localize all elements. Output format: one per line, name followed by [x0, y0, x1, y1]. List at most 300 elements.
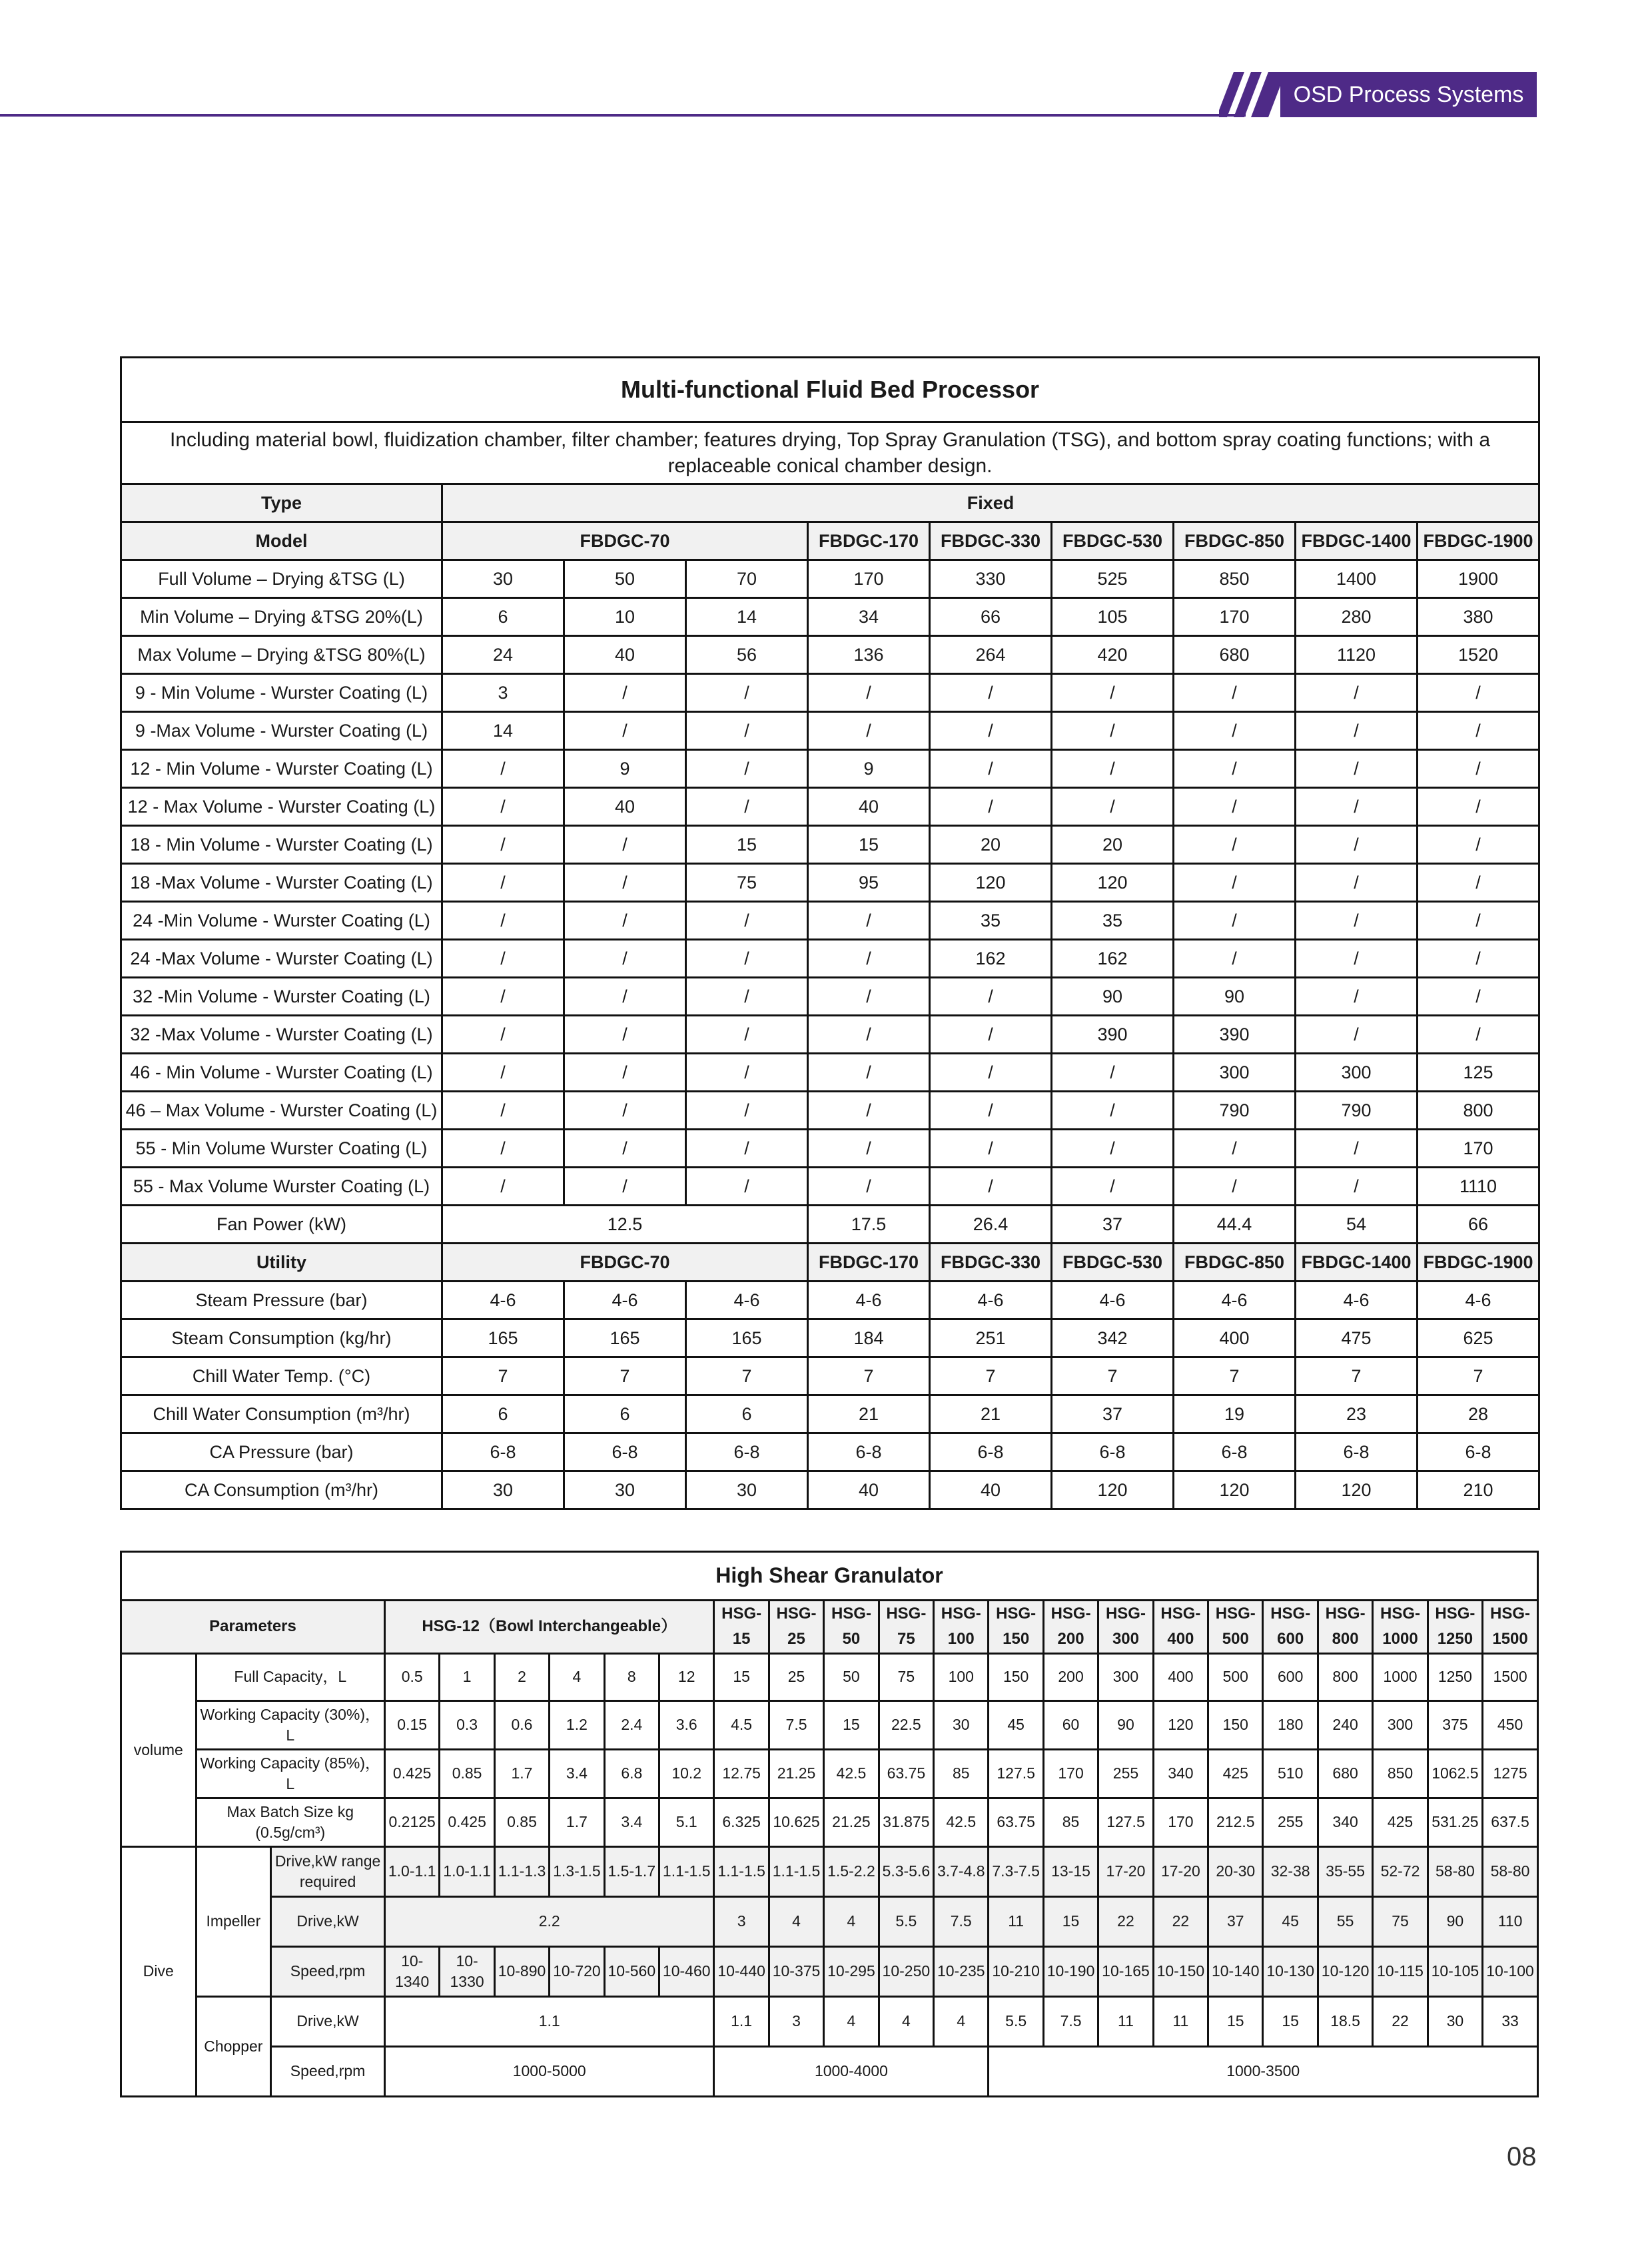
cell: 1000-4000	[714, 2046, 989, 2096]
row-label: Drive,kW	[271, 1996, 385, 2046]
cell: 10.2	[659, 1749, 714, 1798]
cell: 7	[686, 1357, 808, 1395]
cell: 10-190	[1043, 1946, 1098, 1996]
table-row	[121, 1996, 1538, 2046]
cell: 3.4	[604, 1798, 659, 1846]
cell: 1500	[1483, 1653, 1538, 1700]
cell: /	[1296, 674, 1418, 712]
row-label: 24 -Min Volume - Wurster Coating (L)	[121, 902, 442, 940]
cell: 400	[1153, 1653, 1208, 1700]
row-label: Full Volume – Drying &TSG (L)	[121, 560, 442, 598]
cell: 63.75	[879, 1749, 933, 1798]
cell: 6.8	[604, 1749, 659, 1798]
cell: 125	[1418, 1054, 1539, 1092]
cell: /	[686, 1130, 808, 1168]
cell: /	[442, 1168, 564, 1206]
row-label: Working Capacity (30%)，L	[196, 1700, 384, 1749]
row-label: Fan Power (kW)	[121, 1206, 442, 1244]
cell: /	[1418, 940, 1539, 978]
cell: /	[564, 826, 686, 864]
model-header: FBDGC-1900	[1418, 522, 1539, 560]
row-label: Min Volume – Drying &TSG 20%(L)	[121, 598, 442, 636]
cell: 4.5	[714, 1700, 769, 1749]
cell: 5.1	[659, 1798, 714, 1846]
cell: /	[808, 712, 930, 750]
cell: 40	[808, 788, 930, 826]
cell: 800	[1318, 1653, 1372, 1700]
cell: 6-8	[1418, 1433, 1539, 1471]
cell: 6-8	[930, 1433, 1052, 1471]
cell: 90	[1428, 1896, 1482, 1946]
cell: 9	[808, 750, 930, 788]
table-row	[121, 1092, 1539, 1130]
row-label: 46 - Min Volume - Wurster Coating (L)	[121, 1054, 442, 1092]
cell: /	[442, 1092, 564, 1130]
cell: 0.425	[440, 1798, 494, 1846]
row-label: Steam Consumption (kg/hr)	[121, 1319, 442, 1357]
group-label: Chopper	[196, 1996, 271, 2096]
cell: 264	[930, 636, 1052, 674]
cell: 15	[1043, 1896, 1098, 1946]
cell: /	[1418, 788, 1539, 826]
cell: 500	[1208, 1653, 1263, 1700]
row-label: 55 - Min Volume Wurster Coating (L)	[121, 1130, 442, 1168]
cell: 1.7	[550, 1798, 604, 1846]
cell: 280	[1296, 598, 1418, 636]
cell: 1400	[1296, 560, 1418, 598]
cell: 10-130	[1263, 1946, 1318, 1996]
cell: 6	[564, 1395, 686, 1433]
cell: 0.2125	[384, 1798, 439, 1846]
cell: 7	[1174, 1357, 1296, 1395]
cell: 33	[1483, 1996, 1538, 2046]
table-row	[121, 1433, 1539, 1471]
row-label: 12 - Min Volume - Wurster Coating (L)	[121, 750, 442, 788]
cell: 4-6	[686, 1282, 808, 1319]
group-label: Dive	[121, 1846, 197, 2096]
cell: 37	[1052, 1206, 1174, 1244]
cell: /	[1052, 712, 1174, 750]
cell: /	[686, 978, 808, 1016]
cell: /	[1052, 1092, 1174, 1130]
model-header: FBDGC-530	[1052, 1244, 1174, 1282]
cell: /	[1052, 750, 1174, 788]
cell: 625	[1418, 1319, 1539, 1357]
cell: /	[564, 1168, 686, 1206]
cell: /	[808, 1168, 930, 1206]
table-row	[121, 1653, 1538, 1700]
cell: 3.4	[550, 1749, 604, 1798]
model-header: HSG-75	[879, 1601, 933, 1654]
cell: /	[1052, 674, 1174, 712]
cell: 42.5	[934, 1798, 989, 1846]
cell: 300	[1373, 1700, 1428, 1749]
cell: 40	[564, 636, 686, 674]
cell: 0.5	[384, 1653, 439, 1700]
cell: /	[564, 712, 686, 750]
model-header: FBDGC-1400	[1296, 522, 1418, 560]
cell: 22	[1373, 1996, 1428, 2046]
cell: 6-8	[1296, 1433, 1418, 1471]
cell: 1.1	[384, 1996, 713, 2046]
cell: /	[1296, 1016, 1418, 1054]
model-header: HSG-600	[1263, 1601, 1318, 1654]
cell: 12.5	[442, 1206, 808, 1244]
cell: 20	[1052, 826, 1174, 864]
cell: 210	[1418, 1471, 1539, 1509]
cell: /	[564, 1054, 686, 1092]
cell: 10-140	[1208, 1946, 1263, 1996]
cell: 45	[989, 1700, 1043, 1749]
cell: 1.5-1.7	[604, 1846, 659, 1896]
row-label: CA Pressure (bar)	[121, 1433, 442, 1471]
cell: /	[1052, 1130, 1174, 1168]
cell: /	[564, 864, 686, 902]
hsg12-header: HSG-12（Bowl Interchangeable）	[384, 1601, 713, 1654]
cell: /	[564, 1092, 686, 1130]
cell: 58-80	[1428, 1846, 1482, 1896]
cell: 22.5	[879, 1700, 933, 1749]
cell: 1	[440, 1653, 494, 1700]
table-row	[121, 940, 1539, 978]
cell: 40	[808, 1471, 930, 1509]
cell: /	[1174, 826, 1296, 864]
model-header: FBDGC-330	[930, 522, 1052, 560]
model-header: FBDGC-850	[1174, 1244, 1296, 1282]
cell: 165	[442, 1319, 564, 1357]
cell: 330	[930, 560, 1052, 598]
cell: 4-6	[1296, 1282, 1418, 1319]
cell: 21	[930, 1395, 1052, 1433]
cell: /	[442, 826, 564, 864]
cell: 10-165	[1098, 1946, 1153, 1996]
cell: 26.4	[930, 1206, 1052, 1244]
cell: 11	[1153, 1996, 1208, 2046]
cell: 6	[442, 598, 564, 636]
cell: 10-295	[824, 1946, 879, 1996]
cell: 30	[442, 560, 564, 598]
cell: 425	[1373, 1798, 1428, 1846]
cell: /	[1174, 940, 1296, 978]
cell: 15	[824, 1700, 879, 1749]
group-label: volume	[121, 1653, 197, 1846]
cell: 85	[1043, 1798, 1098, 1846]
cell: 425	[1208, 1749, 1263, 1798]
cell: /	[686, 940, 808, 978]
cell: 18.5	[1318, 1996, 1372, 2046]
cell: 120	[1296, 1471, 1418, 1509]
cell: 90	[1098, 1700, 1153, 1749]
cell: 23	[1296, 1395, 1418, 1433]
cell: 9	[564, 750, 686, 788]
cell: /	[930, 978, 1052, 1016]
cell: 1250	[1428, 1653, 1482, 1700]
cell: 10-115	[1373, 1946, 1428, 1996]
cell: 510	[1263, 1749, 1318, 1798]
model-header: HSG-800	[1318, 1601, 1372, 1654]
cell: 90	[1052, 978, 1174, 1016]
cell: 136	[808, 636, 930, 674]
cell: 400	[1174, 1319, 1296, 1357]
cell: /	[1174, 902, 1296, 940]
cell: 300	[1174, 1054, 1296, 1092]
cell: 32-38	[1263, 1846, 1318, 1896]
cell: 170	[1174, 598, 1296, 636]
cell: 380	[1418, 598, 1539, 636]
cell: 3	[769, 1996, 823, 2046]
cell: /	[1296, 864, 1418, 902]
cell: 75	[879, 1653, 933, 1700]
cell: 75	[686, 864, 808, 902]
table-row	[121, 712, 1539, 750]
cell: /	[1174, 712, 1296, 750]
cell: 20	[930, 826, 1052, 864]
cell: 4	[824, 1896, 879, 1946]
cell: 50	[564, 560, 686, 598]
cell: 35	[1052, 902, 1174, 940]
cell: 10-1330	[440, 1946, 494, 1996]
cell: 20-30	[1208, 1846, 1263, 1896]
cell: 42.5	[824, 1749, 879, 1798]
cell: 6-8	[808, 1433, 930, 1471]
group-label: Impeller	[196, 1846, 271, 1996]
cell: 34	[808, 598, 930, 636]
cell: 6-8	[686, 1433, 808, 1471]
cell: 45	[1263, 1896, 1318, 1946]
cell: 680	[1174, 636, 1296, 674]
cell: 4-6	[1174, 1282, 1296, 1319]
model-header: FBDGC-850	[1174, 522, 1296, 560]
cell: 6.325	[714, 1798, 769, 1846]
header-rule	[0, 114, 1246, 117]
cell: 7	[1296, 1357, 1418, 1395]
cell: /	[808, 1054, 930, 1092]
cell: 15	[808, 826, 930, 864]
cell: /	[1174, 750, 1296, 788]
table-row	[121, 1700, 1538, 1749]
cell: 3	[714, 1896, 769, 1946]
cell: 150	[1208, 1700, 1263, 1749]
cell: 1.1	[714, 1996, 769, 2046]
cell: 17.5	[808, 1206, 930, 1244]
cell: /	[1174, 788, 1296, 826]
cell: 7.3-7.5	[989, 1846, 1043, 1896]
cell: 7	[1052, 1357, 1174, 1395]
model-header: FBDGC-1900	[1418, 1244, 1539, 1282]
model-header: HSG-500	[1208, 1601, 1263, 1654]
cell: 4	[824, 1996, 879, 2046]
model-header: HSG-200	[1043, 1601, 1098, 1654]
cell: 10-375	[769, 1946, 823, 1996]
cell: 7	[1418, 1357, 1539, 1395]
cell: /	[442, 1130, 564, 1168]
cell: /	[1418, 674, 1539, 712]
cell: 70	[686, 560, 808, 598]
cell: 800	[1418, 1092, 1539, 1130]
cell: /	[1174, 674, 1296, 712]
cell: 127.5	[1098, 1798, 1153, 1846]
cell: 21	[808, 1395, 930, 1433]
cell: 3	[442, 674, 564, 712]
cell: 4-6	[808, 1282, 930, 1319]
cell: /	[930, 1168, 1052, 1206]
cell: 35	[930, 902, 1052, 940]
cell: /	[1418, 750, 1539, 788]
cell: /	[808, 940, 930, 978]
cell: 10-460	[659, 1946, 714, 1996]
cell: 1275	[1483, 1749, 1538, 1798]
cell: /	[930, 674, 1052, 712]
cell: 0.425	[384, 1749, 439, 1798]
row-label: 32 -Min Volume - Wurster Coating (L)	[121, 978, 442, 1016]
cell: 1900	[1418, 560, 1539, 598]
model-header: FBDGC-530	[1052, 522, 1174, 560]
cell: 1.1-1.5	[769, 1846, 823, 1896]
cell: 40	[930, 1471, 1052, 1509]
cell: /	[808, 1016, 930, 1054]
table-row	[121, 560, 1539, 598]
cell: 340	[1318, 1798, 1372, 1846]
table-row	[121, 1846, 1538, 1896]
cell: 1.7	[494, 1749, 549, 1798]
model-header: FBDGC-70	[442, 522, 808, 560]
type-label: Type	[121, 484, 442, 522]
row-label: 46 – Max Volume - Wurster Coating (L)	[121, 1092, 442, 1130]
cell: 0.3	[440, 1700, 494, 1749]
cell: 6	[442, 1395, 564, 1433]
cell: 127.5	[989, 1749, 1043, 1798]
cell: /	[442, 902, 564, 940]
cell: 120	[930, 864, 1052, 902]
cell: 4-6	[1052, 1282, 1174, 1319]
row-label: 9 - Min Volume - Wurster Coating (L)	[121, 674, 442, 712]
row-label: 32 -Max Volume - Wurster Coating (L)	[121, 1016, 442, 1054]
cell: 600	[1263, 1653, 1318, 1700]
cell: 11	[989, 1896, 1043, 1946]
cell: 450	[1483, 1700, 1538, 1749]
cell: 10-890	[494, 1946, 549, 1996]
cell: 110	[1483, 1896, 1538, 1946]
row-label: CA Consumption (m³/hr)	[121, 1471, 442, 1509]
cell: 6-8	[1052, 1433, 1174, 1471]
row-label: Drive,kW range required	[271, 1846, 385, 1896]
cell: /	[930, 750, 1052, 788]
model-header: HSG-25	[769, 1601, 823, 1654]
model-header: HSG-50	[824, 1601, 879, 1654]
cell: /	[930, 1130, 1052, 1168]
model-header: HSG-1250	[1428, 1601, 1482, 1654]
cell: /	[1418, 1016, 1539, 1054]
cell: 35-55	[1318, 1846, 1372, 1896]
cell: 7	[442, 1357, 564, 1395]
cell: 10.625	[769, 1798, 823, 1846]
type-value: Fixed	[442, 484, 1539, 522]
cell: 66	[1418, 1206, 1539, 1244]
cell: 2.2	[384, 1896, 713, 1946]
model-header: HSG-100	[934, 1601, 989, 1654]
cell: 44.4	[1174, 1206, 1296, 1244]
cell: 0.85	[440, 1749, 494, 1798]
cell: 37	[1052, 1395, 1174, 1433]
table-row	[121, 598, 1539, 636]
cell: 21.25	[824, 1798, 879, 1846]
model-header: FBDGC-170	[808, 522, 930, 560]
table-row	[121, 1749, 1538, 1798]
cell: /	[686, 712, 808, 750]
cell: 4	[769, 1896, 823, 1946]
cell: /	[1052, 1054, 1174, 1092]
cell: /	[442, 788, 564, 826]
cell: 1.1-1.5	[659, 1846, 714, 1896]
cell: /	[930, 1016, 1052, 1054]
cell: 54	[1296, 1206, 1418, 1244]
cell: 390	[1174, 1016, 1296, 1054]
cell: 105	[1052, 598, 1174, 636]
cell: 1.0-1.1	[384, 1846, 439, 1896]
cell: 212.5	[1208, 1798, 1263, 1846]
cell: /	[686, 674, 808, 712]
row-label: Drive,kW	[271, 1896, 385, 1946]
table-row	[121, 636, 1539, 674]
cell: 5.5	[989, 1996, 1043, 2046]
cell: 340	[1153, 1749, 1208, 1798]
row-label: 55 - Max Volume Wurster Coating (L)	[121, 1168, 442, 1206]
cell: 3.6	[659, 1700, 714, 1749]
cell: /	[930, 712, 1052, 750]
row-label: 18 -Max Volume - Wurster Coating (L)	[121, 864, 442, 902]
table-row	[121, 826, 1539, 864]
cell: 5.5	[879, 1896, 933, 1946]
cell: 162	[930, 940, 1052, 978]
cell: 6-8	[442, 1433, 564, 1471]
cell: 8	[604, 1653, 659, 1700]
fluid-bed-spec-table	[120, 356, 1540, 1510]
cell: 1110	[1418, 1168, 1539, 1206]
cell: 850	[1373, 1749, 1428, 1798]
utility-label: Utility	[121, 1244, 442, 1282]
cell: 4-6	[1418, 1282, 1539, 1319]
cell: 56	[686, 636, 808, 674]
table-row	[121, 1896, 1538, 1946]
cell: 7	[808, 1357, 930, 1395]
cell: 13-15	[1043, 1846, 1098, 1896]
table-row	[121, 788, 1539, 826]
table-row	[121, 1016, 1539, 1054]
high-shear-granulator-table	[120, 1551, 1539, 2097]
cell: 7	[564, 1357, 686, 1395]
cell: 1.2	[550, 1700, 604, 1749]
model-header: HSG-1500	[1483, 1601, 1538, 1654]
table-description: Including material bowl, fluidization chamber, filter chamber; features drying, Top Spray Granulation (TSG), and bottom spray coating functions; with a replaceable conical chamber design.	[121, 422, 1539, 484]
cell: /	[564, 1130, 686, 1168]
table-row	[121, 1798, 1538, 1846]
cell: /	[1296, 978, 1418, 1016]
brand-stripes-icon	[1219, 72, 1286, 117]
cell: 12	[659, 1653, 714, 1700]
cell: 790	[1296, 1092, 1418, 1130]
cell: /	[564, 674, 686, 712]
cell: /	[808, 902, 930, 940]
cell: /	[930, 1054, 1052, 1092]
table-row	[121, 1130, 1539, 1168]
cell: 1000-3500	[989, 2046, 1538, 2096]
cell: 15	[1208, 1996, 1263, 2046]
row-label: 18 - Min Volume - Wurster Coating (L)	[121, 826, 442, 864]
cell: 300	[1296, 1054, 1418, 1092]
row-label: Max Volume – Drying &TSG 80%(L)	[121, 636, 442, 674]
cell: 14	[442, 712, 564, 750]
cell: /	[686, 1054, 808, 1092]
